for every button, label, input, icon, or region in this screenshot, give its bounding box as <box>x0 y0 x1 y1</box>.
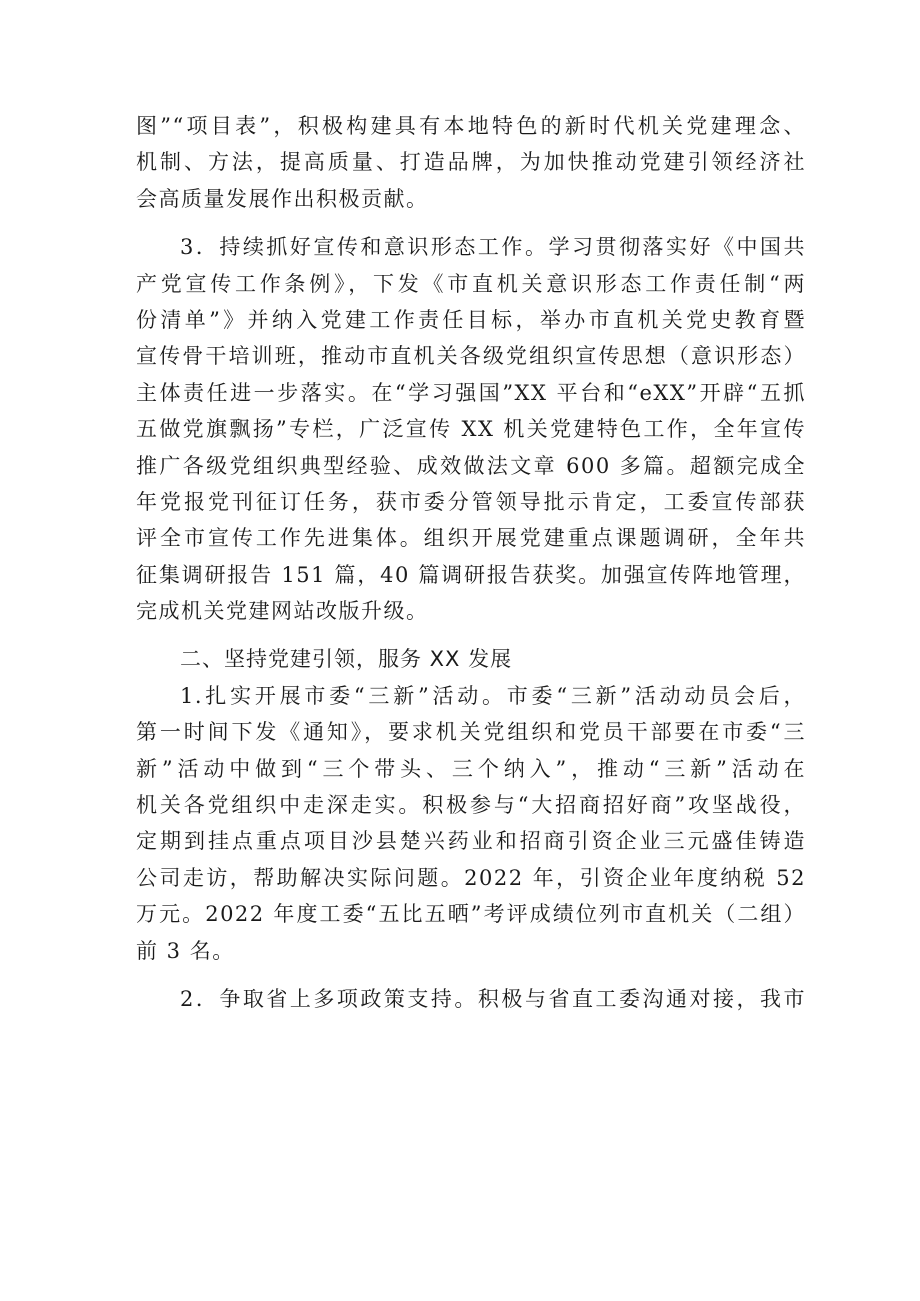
text-line: 前 3 名。 <box>136 938 235 963</box>
text-line: 会高质量发展作出积极贡献。 <box>136 186 429 211</box>
text-line: 推广各级党组织典型经验、成效做法文章 600 多篇。超额完成全 <box>136 453 806 478</box>
text-line: 份清单”》并纳入党建工作责任目标，举办市直机关党史教育暨 <box>136 307 806 332</box>
paragraph-propaganda-work <box>136 229 806 629</box>
paragraph-three-new-activity <box>136 678 806 969</box>
text-line: 新”活动中做到“三个带头、三个纳入”，推动“三新”活动在 <box>136 756 806 781</box>
text-line: 3．持续抓好宣传和意识形态工作。学习贯彻落实好《中国共 <box>180 235 806 260</box>
document-page <box>136 108 806 1017</box>
text-line: 年党报党刊征订任务，获市委分管领导批示肯定，工委宣传部获 <box>136 489 806 514</box>
text-line: 第一时间下发《通知》，要求机关党组织和党员干部要在市委“三 <box>136 720 806 745</box>
text-line: 五做党旗飘扬”专栏，广泛宣传 XX 机关党建特色工作，全年宣传 <box>136 417 806 442</box>
text-line: 图”“项目表”，积极构建具有本地特色的新时代机关党建理念、 <box>136 114 806 138</box>
paragraph-continuation <box>136 108 806 217</box>
text-line: 机制、方法，提高质量、打造品牌，为加快推动党建引领经济社 <box>136 150 806 175</box>
paragraph-policy-support <box>136 981 806 1017</box>
text-line: 完成机关党建网站改版升级。 <box>136 599 429 624</box>
text-line: 评全市宣传工作先进集体。组织开展党建重点课题调研，全年共 <box>136 526 806 551</box>
text-line: 万元。2022 年度工委“五比五晒”考评成绩位列市直机关（二组） <box>136 902 806 927</box>
text-line: 征集调研报告 151 篇，40 篇调研报告获奖。加强宣传阵地管理， <box>136 562 806 587</box>
text-line: 产党宣传工作条例》，下发《市直机关意识形态工作责任制“两 <box>136 271 806 296</box>
text-line: 机关各党组织中走深走实。积极参与“大招商招好商”攻坚战役， <box>136 793 806 818</box>
text-line: 宣传骨干培训班，推动市直机关各级党组织宣传思想（意识形态） <box>136 344 806 369</box>
text-line: 公司走访，帮助解决实际问题。2022 年，引资企业年度纳税 52 <box>136 865 806 890</box>
text-line: 主体责任进一步落实。在“学习强国”XX 平台和“eXX”开辟“五抓 <box>136 380 806 405</box>
text-line: 定期到挂点重点项目沙县楚兴药业和招商引资企业三元盛佳铸造 <box>136 829 806 854</box>
text-line: 1.扎实开展市委“三新”活动。市委“三新”活动动员会后， <box>180 683 806 708</box>
section-heading: 二、坚持党建引领，服务 XX 发展 <box>180 647 513 672</box>
text-line: 2．争取省上多项政策支持。积极与省直工委沟通对接，我市 <box>180 986 806 1011</box>
